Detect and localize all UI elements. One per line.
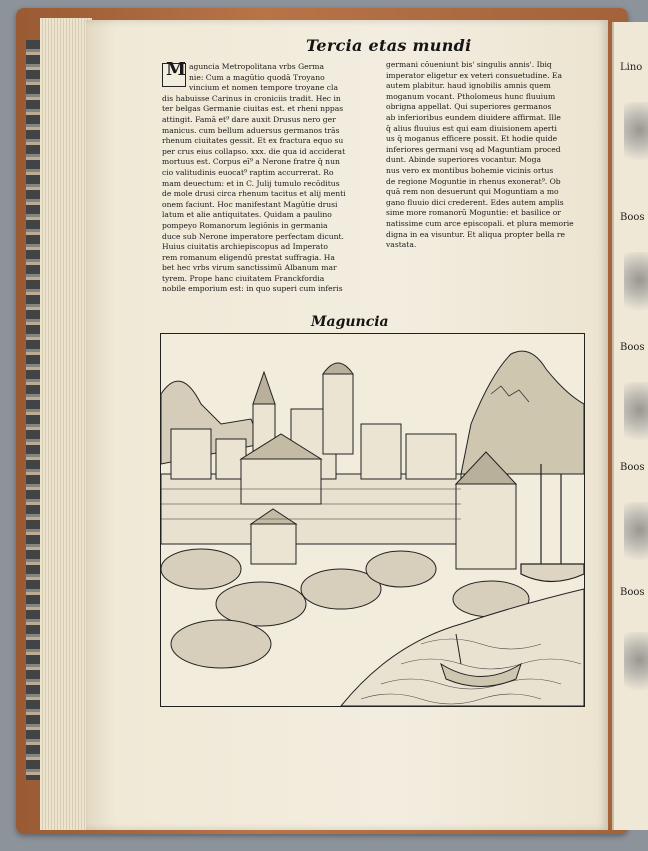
text-line: imperator eligetur ex veteri consuetudine. Ea	[386, 70, 563, 80]
text-line: us q̄ moganus efficere possit. Et hodie quide	[386, 134, 558, 144]
decorated-initial: M	[162, 63, 186, 87]
text-line: digna in ea visuntur. Et aliqua propter bella re	[386, 229, 565, 239]
text-line: ab inferioribus eundem diuidere affirmat. Ille	[386, 112, 561, 122]
text-line: gano fluuio dici crederent. Edes autem amplis	[386, 197, 564, 207]
text-line: vincium et nomen tempore troyane cla	[189, 83, 339, 93]
text-line: pompeyo Romanorum legiōnis in germania	[162, 220, 328, 230]
text-line: per crus eius collapso. xxx. die qua id acciderat	[162, 146, 346, 156]
vignette-portrait-icon	[624, 102, 648, 172]
facing-page	[612, 22, 648, 830]
text-line: duce sub Nerone imperatore perfectam dicunt.	[162, 231, 344, 241]
text-line: Huius ciuitatis archiepiscopus ad Imperato	[162, 242, 328, 252]
text-line: quā rem non desuerunt qui Moguntiam a mo	[386, 187, 559, 197]
left-column-lines	[162, 62, 380, 295]
text-line: dis habuisse Carinus in croniciis tradit. Hec in	[162, 93, 341, 103]
text-line: tyrem. Prope hanc ciuitatem Franckfordia	[162, 273, 325, 283]
text-line: aguncia Metropolitana vrbs Germa	[189, 62, 325, 71]
right-text-column	[386, 60, 586, 251]
text-line: q̄ alius fluuius est qui eam diuisionem aperti	[386, 123, 557, 133]
marbled-edge	[26, 40, 40, 780]
text-line: mam deuectum: et in C. Julij tumulo recōditus	[162, 178, 340, 188]
text-line: bet hec vrbs virum sanctissimū Albanum mar	[162, 263, 337, 273]
text-line: de mole drusi circa rhenum tacitus et alij menti	[162, 189, 346, 199]
text-line: dunt. Abinde superiores vocantur. Moga	[386, 155, 541, 165]
text-line: ter belgas Germanie ciuitas est. et rheni nppas	[162, 104, 344, 114]
text-line: germani cōueniunt bis' singulis annis'. Ibiq	[386, 60, 552, 69]
text-line: nobile emporium est: in quo superi cum inferis	[162, 284, 343, 294]
vignette-portrait-icon	[624, 502, 648, 572]
text-line: rhenum ciuitates gessit. Et ex fractura equo su	[162, 136, 344, 146]
text-line: nie: Cum a magūtio quodā Troyano	[189, 72, 325, 82]
city-woodcut-illustration	[160, 333, 585, 707]
woodcut-drawing	[161, 334, 584, 706]
text-line: onem faciunt. Hoc manifestant Magūtie drusi	[162, 199, 338, 209]
text-line: vastata.	[386, 240, 417, 250]
text-line: nus vero ex montibus bohemie vicinis ortus	[386, 165, 554, 175]
text-line: obrigna appellat. Qui superiores germanos	[386, 102, 552, 112]
text-line: inferiores germani vsq ad Maguntiam proced	[386, 144, 561, 154]
right-column-lines	[386, 60, 586, 251]
facing-page-fragment: Boos	[620, 342, 645, 353]
facing-page-fragment: Boos	[620, 462, 645, 473]
facing-page-fragment: Boos	[620, 587, 645, 598]
text-line: attingit. Famā et⁹ dare auxit Drusus nero ger	[162, 114, 336, 124]
text-line: moganum vocant. Ptholomeus hunc fluuium	[386, 91, 556, 101]
text-line: manicus. cum bellum aduersus germanos trās	[162, 125, 340, 135]
woodcut-caption: Maguncia	[311, 314, 389, 330]
text-line: de regione Moguntie in rhenus exonerat⁹. Ob	[386, 176, 561, 186]
text-line: mortuus est. Corpus eī⁹ a Nerone fratre q̄ nun	[162, 157, 340, 167]
facing-page-fragment: Lino	[620, 62, 643, 73]
text-line: latum et alie antiquitates. Quidam a paulino	[162, 210, 332, 220]
text-line: natissime cum arce episcopali. et plura memorie	[386, 218, 574, 228]
vignette-portrait-icon	[624, 382, 648, 452]
left-text-column	[162, 59, 380, 295]
text-line: sime more romanorū Moguntie: et basilice or	[386, 208, 561, 218]
facing-page-fragment: Boos	[620, 212, 645, 223]
vignette-portrait-icon	[624, 252, 648, 322]
page-stack	[40, 18, 92, 830]
text-line: rem romanum eligendū prestat suffragia. Ha	[162, 252, 335, 262]
text-line: autem plabitur. haud ignobilis amnis quem	[386, 81, 551, 91]
text-line: cio valitudinis euocat⁹ raptim accurrerat. Ro	[162, 167, 334, 177]
vignette-portrait-icon	[624, 632, 648, 702]
running-head: Tercia etas mundi	[306, 36, 472, 55]
